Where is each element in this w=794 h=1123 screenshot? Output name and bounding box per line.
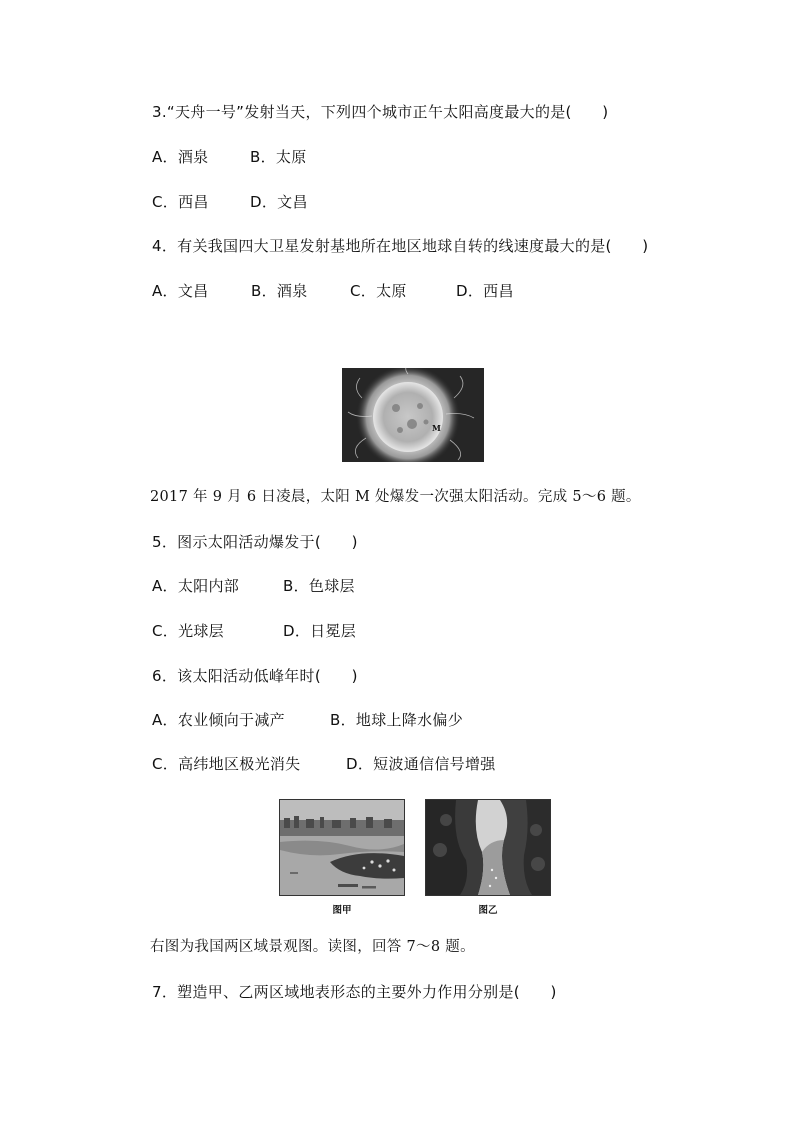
intro-questions-7-8: 右图为我国两区域景观图。读图，回答 7～8 题。 xyxy=(150,939,475,955)
q3-option-a: A．酒泉 xyxy=(152,148,209,166)
q4-option-b: B．酒泉 xyxy=(251,282,308,300)
question-6-stem: 6．该太阳活动低峰年时( ) xyxy=(152,667,358,685)
q3-option-b: B．太原 xyxy=(250,148,307,166)
landscape-image-jia xyxy=(279,799,405,896)
q6-option-a: A．农业倾向于减产 xyxy=(152,711,285,729)
question-4-stem: 4．有关我国四大卫星发射基地所在地区地球自转的线速度最大的是( ) xyxy=(152,237,649,255)
question-5-stem: 5．图示太阳活动爆发于( ) xyxy=(152,533,358,551)
q4-option-c: C．太原 xyxy=(350,282,407,300)
q3-option-d: D．文昌 xyxy=(250,193,308,211)
q5-option-b: B．色球层 xyxy=(283,577,355,595)
sun-activity-image xyxy=(342,368,484,462)
q4-option-a: A．文昌 xyxy=(152,282,209,300)
q5-option-a: A．太阳内部 xyxy=(152,577,240,595)
intro-questions-5-6: 2017 年 9 月 6 日凌晨，太阳 M 处爆发一次强太阳活动。完成 5～6 题。 xyxy=(150,489,641,505)
question-3-stem: 3.“天舟一号”发射当天，下列四个城市正午太阳高度最大的是( ) xyxy=(152,103,609,121)
q5-option-d: D．日冕层 xyxy=(283,622,357,640)
caption-figure-jia: 图甲 xyxy=(332,905,352,916)
q4-option-d: D．西昌 xyxy=(456,282,514,300)
landscape-image-yi xyxy=(425,799,551,896)
q5-option-c: C．光球层 xyxy=(152,622,224,640)
q3-option-c: C．西昌 xyxy=(152,193,209,211)
question-7-stem: 7．塑造甲、乙两区域地表形态的主要外力作用分别是( ) xyxy=(152,983,557,1001)
q6-option-c: C．高纬地区极光消失 xyxy=(152,755,301,773)
caption-figure-yi: 图乙 xyxy=(478,905,498,916)
q6-option-b: B．地球上降水偏少 xyxy=(330,711,463,729)
q6-option-d: D．短波通信信号增强 xyxy=(346,755,496,773)
sun-label-m: M xyxy=(432,423,441,433)
